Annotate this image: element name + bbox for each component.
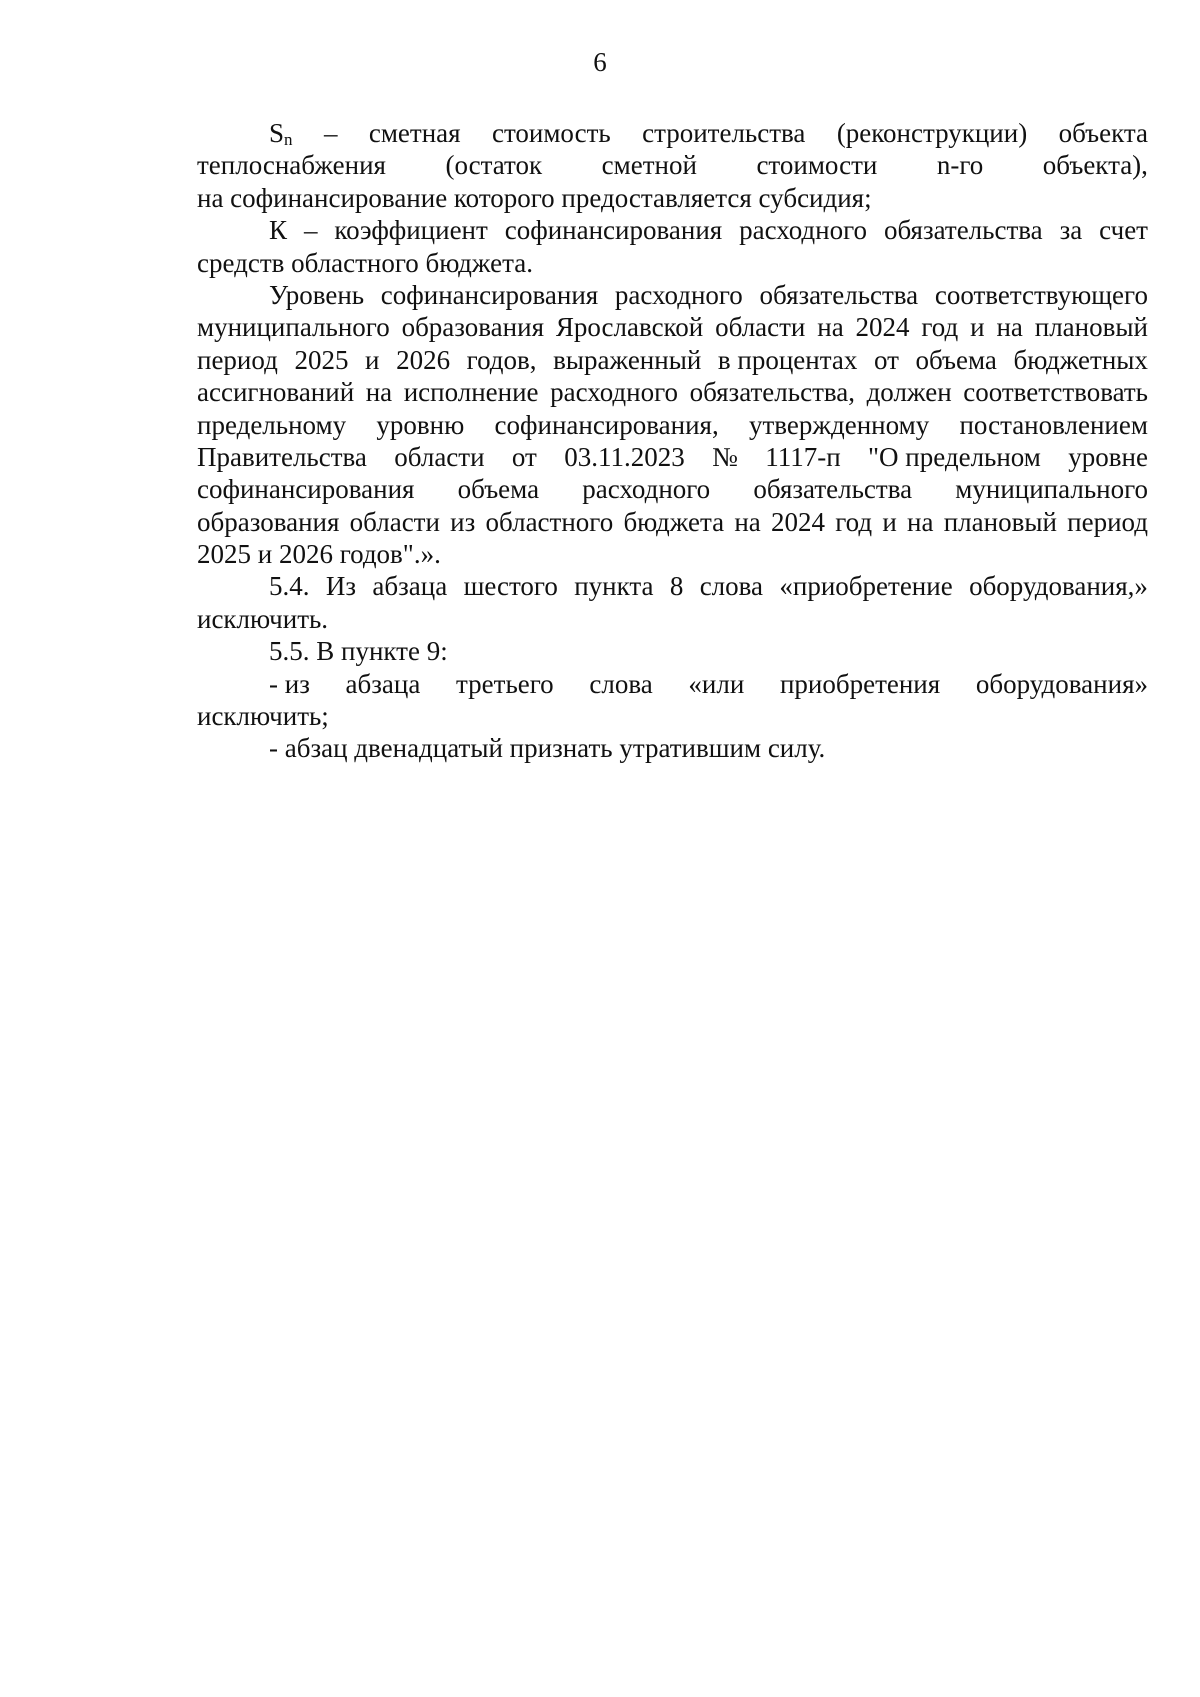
word: абзаца: [372, 571, 448, 602]
word: на: [734, 506, 761, 537]
sn-symbol: Sn: [269, 118, 293, 149]
word: софинансирования,: [494, 409, 719, 440]
line-4: [197, 214, 1148, 246]
word: –: [323, 118, 338, 148]
word: обязательства: [753, 474, 913, 505]
word: (реконструкции): [836, 118, 1028, 148]
word: уровню: [376, 409, 465, 440]
line-18: [197, 668, 1148, 700]
word: объекта: [1058, 118, 1148, 148]
word: Из: [325, 571, 357, 602]
word: период: [1067, 506, 1148, 537]
word: Правительства: [197, 441, 367, 472]
word: шестого: [463, 571, 558, 602]
word: соответствующего: [934, 279, 1148, 310]
line-6: [197, 279, 1148, 311]
word: расходного: [739, 215, 868, 246]
line-12: [197, 473, 1148, 505]
word: ассигнований: [197, 377, 355, 408]
line-13: [197, 506, 1148, 538]
word: бюджетных: [1013, 344, 1148, 375]
word: слова: [589, 668, 653, 699]
word: расходного: [582, 474, 711, 505]
word: области: [715, 312, 806, 343]
word: бюджета: [623, 506, 725, 537]
word: год: [835, 506, 873, 537]
word: 03.11.2023: [564, 441, 685, 472]
word: стоимость: [491, 118, 611, 148]
word: объема: [457, 474, 540, 505]
word: расходного: [550, 377, 679, 408]
word: постановлением: [959, 409, 1148, 440]
word: предельному: [197, 409, 347, 440]
word: плановый: [1034, 312, 1148, 343]
word: абзаца: [345, 668, 421, 699]
word: период: [197, 344, 278, 375]
word: софинансирования: [380, 279, 599, 310]
word: строительства: [642, 118, 806, 148]
line-17: 5.5. В пункте 9:: [269, 636, 448, 667]
word: «приобретение: [779, 571, 953, 602]
word: 2024: [855, 312, 910, 343]
line-3: на софинансирование которого предоставляется субсидия;: [197, 182, 872, 213]
line-15: [197, 570, 1148, 602]
word: на: [907, 506, 934, 537]
word: 8: [669, 571, 684, 602]
word: за: [1059, 215, 1083, 246]
word: 1117-п: [765, 441, 841, 472]
word: приобретения: [779, 668, 941, 699]
word: обязательства: [883, 215, 1043, 246]
word: муниципального: [197, 312, 390, 343]
line-20: - абзац двенадцатый признать утратившим силу.: [269, 733, 826, 764]
word: обязательства,: [689, 377, 855, 408]
word: слова: [699, 571, 764, 602]
word: плановый: [943, 506, 1057, 537]
word: выраженный: [553, 344, 702, 375]
word: счет: [1099, 215, 1148, 246]
word: области: [394, 441, 485, 472]
word: муниципального: [955, 474, 1148, 505]
line-11: [197, 441, 1148, 473]
word: от: [511, 441, 537, 472]
word: обязательства: [759, 279, 919, 310]
document-body: [197, 117, 1148, 765]
word: К: [269, 215, 288, 246]
line-2: [197, 149, 1148, 181]
word: образования: [197, 506, 340, 537]
word: n-го: [936, 150, 984, 181]
word: 5.4.: [269, 571, 310, 602]
word: стоимости: [756, 150, 878, 181]
word: оборудования»: [975, 668, 1148, 699]
word: расходного: [614, 279, 743, 310]
word: №: [712, 441, 738, 472]
word: Уровень: [269, 279, 365, 310]
word: от: [873, 344, 899, 375]
word: софинансирования: [197, 474, 415, 505]
word: соответствовать: [963, 377, 1148, 408]
line-5: средств областного бюджета.: [197, 247, 533, 278]
word: - из: [269, 668, 310, 699]
word: третьего: [456, 668, 554, 699]
word: оборудования,»: [969, 571, 1148, 602]
line-16: исключить.: [197, 603, 329, 634]
word: год: [921, 312, 959, 343]
word: должен: [866, 377, 952, 408]
word: исполнение: [403, 377, 539, 408]
word: сметная: [368, 118, 461, 148]
word: из: [450, 506, 476, 537]
word: на: [365, 377, 393, 408]
line-7: [197, 311, 1148, 343]
page-number: [0, 46, 1200, 78]
word: коэффициент: [334, 215, 488, 246]
word: сметной: [601, 150, 697, 181]
page-number-text: 6: [593, 47, 607, 77]
word: (остаток: [445, 150, 543, 181]
word: областного: [485, 506, 614, 537]
word: области: [349, 506, 440, 537]
word: 2024: [771, 506, 826, 537]
word: –: [303, 215, 318, 246]
line-8: [197, 344, 1148, 376]
line-19: исключить;: [197, 701, 329, 732]
word: на: [996, 312, 1023, 343]
word: годов,: [466, 344, 537, 375]
word: и: [970, 312, 985, 343]
word: "О предельном: [868, 441, 1041, 472]
word: утвержденному: [748, 409, 930, 440]
word: объема: [915, 344, 997, 375]
word: 2025: [294, 344, 349, 375]
word: Ярославской: [555, 312, 704, 343]
line-1: [197, 117, 1148, 149]
word: пункта: [574, 571, 654, 602]
word: и: [365, 344, 380, 375]
word: теплоснабжения: [197, 150, 386, 181]
line-14: 2025 и 2026 годов".».: [197, 539, 441, 570]
word: образования: [401, 312, 544, 343]
word: 2026: [396, 344, 451, 375]
word: на: [817, 312, 844, 343]
word: и: [882, 506, 897, 537]
word: в процентах: [717, 344, 858, 375]
word: «или: [688, 668, 745, 699]
line-9: [197, 376, 1148, 408]
word: уровне: [1068, 441, 1148, 472]
word: софинансирования: [504, 215, 723, 246]
word: объекта),: [1042, 150, 1148, 181]
line-10: [197, 409, 1148, 441]
